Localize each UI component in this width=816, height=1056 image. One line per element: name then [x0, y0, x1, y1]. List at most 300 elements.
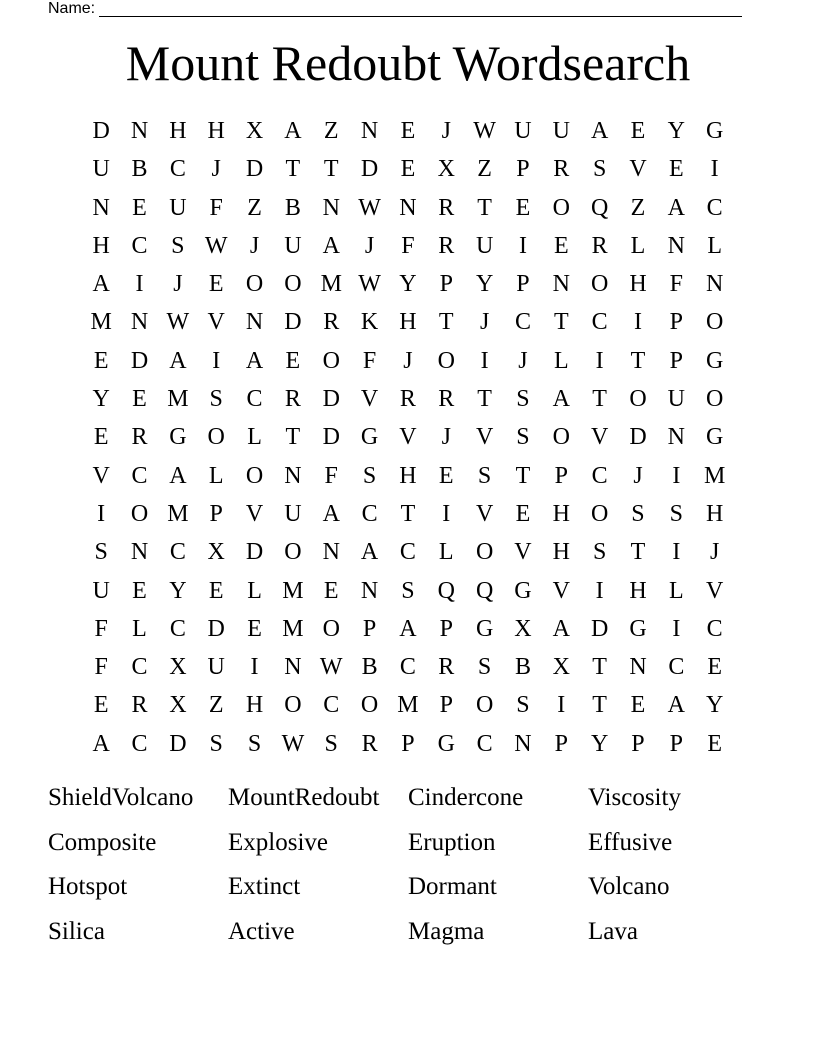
grid-letter: L [707, 232, 722, 259]
grid-letter: G [169, 424, 187, 451]
grid-letter: E [400, 156, 416, 183]
grid-letter: E [132, 194, 147, 221]
grid-letter: E [515, 500, 531, 527]
grid-letter: D [322, 386, 340, 413]
grid-letter: J [710, 539, 720, 566]
grid-letter: A [360, 539, 379, 566]
grid-letter: U [92, 156, 110, 183]
grid-letter: G [360, 424, 379, 451]
grid-letter: S [592, 156, 607, 183]
grid-letter: Y [706, 692, 724, 719]
grid-letter: O [475, 692, 494, 719]
grid-letter: O [629, 386, 647, 413]
grid-letter: N [284, 654, 302, 681]
grid-letter: F [362, 347, 377, 374]
grid-letter: F [94, 654, 108, 681]
grid-letter: V [245, 500, 264, 527]
grid-letter: A [552, 386, 570, 413]
grid-letter: V [207, 309, 225, 336]
grid-letter: F [324, 462, 338, 489]
grid-letter: A [92, 730, 110, 757]
word-bank-item: MountRedoubt [228, 784, 380, 811]
grid-letter: A [245, 347, 264, 374]
grid-letter: G [514, 577, 532, 604]
word-bank-item: ShieldVolcano [48, 784, 194, 811]
grid-letter: O [284, 539, 302, 566]
grid-letter: I [672, 462, 681, 489]
grid-letter: X [514, 615, 532, 642]
grid-letter: S [247, 730, 262, 757]
grid-letter: D [92, 118, 110, 144]
grid-letter: A [552, 615, 570, 642]
grid-letter: T [400, 500, 416, 527]
grid-letter: E [132, 386, 147, 413]
grid-letter: V [360, 386, 379, 413]
grid-letter: S [477, 654, 492, 681]
grid-letter: M [397, 692, 419, 719]
grid-letter: C [399, 539, 416, 566]
word-bank-item: Dormant [408, 873, 497, 900]
grid-letter: G [706, 118, 724, 144]
grid-letter: R [323, 309, 340, 336]
grid-letter: B [514, 654, 531, 681]
grid-letter: O [360, 692, 379, 719]
grid-letter: B [284, 194, 301, 221]
grid-letter: C [514, 309, 531, 336]
grid-letter: H [169, 118, 187, 144]
grid-row [82, 457, 734, 495]
grid-letter: O [284, 271, 302, 298]
grid-letter: J [364, 232, 375, 259]
grid-letter: S [516, 386, 530, 413]
grid-letter: E [707, 730, 722, 757]
grid-letter: H [552, 539, 570, 566]
grid-letter: N [399, 194, 417, 221]
grid-row [82, 189, 734, 227]
grid-letter: V [629, 156, 647, 183]
grid-letter: Y [475, 271, 494, 298]
grid-letter: X [169, 654, 187, 681]
grid-letter: Z [208, 692, 224, 719]
grid-letter: S [94, 539, 108, 566]
grid-letter: U [475, 232, 494, 259]
grid-letter: M [90, 309, 112, 336]
grid-letter: N [284, 462, 302, 489]
grid-letter: H [92, 232, 110, 259]
grid-letter: U [552, 118, 570, 144]
grid-letter: R [399, 386, 416, 413]
grid-letter: M [704, 462, 726, 489]
grid-letter: J [479, 309, 490, 336]
grid-letter: D [245, 156, 264, 183]
grid-letter: D [207, 615, 225, 642]
grid-letter: V [514, 539, 532, 566]
grid-letter: O [590, 271, 609, 298]
grid-letter: F [209, 194, 223, 221]
grid-letter: R [284, 386, 301, 413]
name-field [48, 0, 742, 17]
grid-letter: O [552, 194, 570, 221]
grid-letter: E [208, 577, 224, 604]
grid-letter: I [672, 539, 681, 566]
grid-letter: I [442, 500, 451, 527]
grid-letter: E [93, 424, 109, 451]
grid-letter: A [322, 232, 340, 259]
word-bank-item: Explosive [228, 828, 328, 856]
grid-letter: V [399, 424, 417, 451]
grid-letter: P [631, 730, 645, 757]
grid-row [82, 227, 734, 265]
grid-letter: P [516, 271, 530, 298]
grid-letter: N [514, 730, 532, 757]
grid-letter: J [441, 424, 451, 451]
grid-letter: U [284, 500, 302, 527]
grid-letter: D [590, 615, 609, 642]
word-bank-item: Active [228, 917, 295, 945]
grid-letter: A [284, 118, 302, 144]
grid-letter: Y [667, 118, 685, 144]
grid-letter: W [473, 118, 496, 144]
grid-letter: N [629, 654, 647, 681]
grid-letter: P [554, 730, 568, 757]
grid-letter: W [358, 271, 381, 298]
grid-letter: P [554, 462, 568, 489]
word-bank-item: Magma [408, 917, 485, 945]
grid-row [82, 495, 734, 533]
grid-letter: Q [475, 577, 494, 604]
word-bank-item: Effusive [588, 828, 673, 856]
grid-letter: L [208, 462, 224, 489]
word-bank-item: Composite [48, 828, 157, 856]
grid-letter: T [592, 386, 607, 413]
grid-letter: U [92, 577, 110, 604]
grid-letter: N [130, 539, 149, 566]
grid-letter: E [285, 347, 301, 374]
word-bank-item: Hotspot [48, 873, 128, 900]
grid-letter: S [516, 692, 530, 719]
grid-letter: H [207, 118, 225, 144]
grid-letter: T [285, 156, 301, 183]
grid-letter: S [209, 730, 223, 757]
grid-row [82, 686, 734, 724]
grid-letter: N [245, 309, 264, 336]
grid-letter: O [245, 462, 264, 489]
grid-letter: Y [590, 730, 609, 757]
grid-letter: Y [399, 271, 417, 298]
grid-letter: O [207, 424, 225, 451]
grid-letter: E [515, 194, 531, 221]
grid-letter: C [131, 462, 148, 489]
grid-letter: P [401, 730, 415, 757]
grid-letter: O [590, 500, 609, 527]
grid-letter: C [169, 615, 186, 642]
grid-letter: C [169, 156, 186, 183]
grid-row [82, 725, 734, 763]
grid-letter: O [552, 424, 570, 451]
grid-letter: T [592, 692, 607, 719]
grid-letter: R [591, 232, 608, 259]
grid-letter: A [169, 347, 187, 374]
word-bank-item: Cindercone [408, 784, 524, 811]
grid-letter: P [362, 615, 377, 642]
grid-letter: C [706, 194, 723, 221]
grid-row [82, 112, 734, 150]
grid-letter: M [167, 500, 189, 527]
grid-letter: P [439, 615, 453, 642]
grid-letter: U [667, 386, 685, 413]
grid-letter: C [361, 500, 378, 527]
grid-letter: G [706, 424, 724, 451]
grid-letter: W [281, 730, 305, 757]
grid-row [82, 610, 734, 648]
grid-letter: U [284, 232, 302, 259]
grid-letter: H [706, 500, 724, 527]
grid-letter: G [629, 615, 647, 642]
grid-letter: C [591, 309, 608, 336]
grid-letter: T [553, 309, 569, 336]
grid-letter: T [323, 156, 339, 183]
grid-letter: C [246, 386, 263, 413]
grid-letter: Y [169, 577, 187, 604]
grid-letter: N [322, 539, 340, 566]
grid-letter: I [480, 347, 489, 374]
grid-letter: C [706, 615, 723, 642]
grid-letter: N [667, 232, 685, 259]
grid-letter: A [92, 271, 110, 298]
grid-letter: J [173, 271, 183, 298]
grid-letter: O [437, 347, 455, 374]
grid-letter: V [92, 462, 110, 489]
grid-row [82, 648, 734, 686]
grid-letter: E [93, 692, 109, 719]
grid-letter: E [668, 156, 684, 183]
grid-letter: E [93, 347, 109, 374]
grid-letter: I [250, 654, 259, 681]
grid-letter: D [245, 539, 264, 566]
grid-letter: X [245, 118, 264, 144]
grid-letter: W [358, 194, 381, 221]
grid-letter: V [590, 424, 609, 451]
grid-letter: X [552, 654, 570, 681]
grid-letter: C [668, 654, 685, 681]
grid-letter: O [284, 692, 302, 719]
grid-letter: C [131, 730, 148, 757]
grid-letter: Q [437, 577, 455, 604]
grid-letter: V [552, 577, 570, 604]
grid-letter: E [132, 577, 147, 604]
grid-letter: N [360, 118, 379, 144]
grid-letter: L [553, 347, 569, 374]
grid-letter: C [591, 462, 608, 489]
grid-letter: O [706, 386, 724, 413]
grid-letter: W [166, 309, 190, 336]
grid-letter: W [204, 232, 228, 259]
word-bank-item: Lava [588, 917, 638, 945]
grid-letter: M [282, 615, 304, 642]
grid-letter: R [438, 232, 455, 259]
grid-letter: P [439, 271, 453, 298]
grid-letter: H [629, 577, 647, 604]
grid-letter: O [322, 347, 340, 374]
grid-letter: M [282, 577, 304, 604]
grid-letter: J [403, 347, 413, 374]
grid-letter: Q [590, 194, 609, 221]
grid-letter: S [324, 730, 338, 757]
grid-letter: J [211, 156, 221, 183]
grid-letter: I [672, 615, 681, 642]
grid-letter: I [595, 577, 604, 604]
grid-letter: L [247, 577, 262, 604]
grid-letter: L [668, 577, 684, 604]
grid-letter: S [171, 232, 185, 259]
grid-letter: C [323, 692, 340, 719]
grid-letter: E [323, 577, 339, 604]
grid-letter: C [476, 730, 493, 757]
grid-letter: S [631, 500, 645, 527]
grid-letter: V [706, 577, 724, 604]
grid-letter: E [208, 271, 224, 298]
grid-letter: O [706, 309, 724, 336]
grid-letter: T [630, 347, 646, 374]
grid-letter: S [592, 539, 607, 566]
grid-letter: E [707, 654, 722, 681]
grid-letter: V [475, 500, 494, 527]
grid-letter: S [362, 462, 377, 489]
grid-letter: Z [630, 194, 646, 221]
grid-letter: S [401, 577, 415, 604]
word-bank-item: Viscosity [588, 784, 681, 811]
grid-letter: D [169, 730, 187, 757]
grid-letter: C [131, 232, 148, 259]
grid-letter: E [247, 615, 262, 642]
grid-letter: E [438, 462, 454, 489]
grid-letter: K [360, 309, 379, 336]
grid-letter: G [706, 347, 724, 374]
grid-letter: E [630, 692, 646, 719]
grid-letter: N [667, 424, 685, 451]
grid-letter: M [320, 271, 342, 298]
grid-letter: T [477, 386, 492, 413]
grid-letter: S [209, 386, 223, 413]
word-bank [48, 776, 768, 954]
grid-letter: J [633, 462, 643, 489]
grid-letter: I [595, 347, 604, 374]
grid-letter: S [516, 424, 530, 451]
grid-letter: X [437, 156, 455, 183]
grid-letter: U [169, 194, 187, 221]
grid-letter: G [475, 615, 494, 642]
page-title: Mount Redoubt Wordsearch [125, 35, 691, 91]
grid-letter: D [360, 156, 379, 183]
grid-letter: J [441, 118, 451, 144]
grid-letter: O [130, 500, 149, 527]
grid-letter: E [553, 232, 569, 259]
grid-letter: H [552, 500, 570, 527]
grid-letter: X [169, 692, 187, 719]
grid-letter: N [360, 577, 379, 604]
word-bank-item: Silica [48, 917, 105, 945]
word-bank-item: Volcano [588, 873, 670, 900]
word-bank-item: Eruption [408, 828, 496, 856]
grid-letter: T [592, 654, 607, 681]
grid-letter: F [669, 271, 683, 298]
grid-letter: P [516, 156, 530, 183]
grid-letter: I [518, 232, 527, 259]
grid-letter: B [361, 654, 378, 681]
name-label: Name: [48, 0, 96, 17]
grid-row [82, 265, 734, 303]
grid-letter: C [399, 654, 416, 681]
grid-letter: L [630, 232, 646, 259]
grid-letter: O [322, 615, 340, 642]
grid-letter: E [400, 118, 416, 144]
grid-letter: N [92, 194, 110, 221]
grid-letter: T [630, 539, 646, 566]
grid-letter: P [669, 347, 683, 374]
grid-letter: S [669, 500, 683, 527]
grid-letter: M [167, 386, 189, 413]
grid-letter: L [132, 615, 147, 642]
grid-letter: Z [477, 156, 492, 183]
grid-letter: R [438, 386, 455, 413]
word-bank-item: Extinct [228, 873, 301, 900]
grid-letter: A [322, 500, 340, 527]
grid-letter: D [629, 424, 647, 451]
grid-letter: R [438, 194, 455, 221]
grid-letter: U [514, 118, 532, 144]
grid-row [82, 303, 734, 341]
grid-letter: U [207, 654, 225, 681]
grid-letter: R [553, 156, 570, 183]
grid-letter: L [438, 539, 454, 566]
grid-letter: L [247, 424, 262, 451]
grid-row [82, 150, 734, 188]
grid-letter: A [667, 692, 685, 719]
grid-letter: N [130, 309, 149, 336]
grid-row [82, 418, 734, 456]
grid-letter: I [97, 500, 106, 527]
name-underline [99, 2, 742, 17]
grid-letter: T [438, 309, 454, 336]
letter-grid [82, 112, 734, 763]
grid-letter: H [399, 462, 417, 489]
grid-letter: P [669, 730, 683, 757]
grid-letter: R [361, 730, 378, 757]
grid-letter: W [319, 654, 343, 681]
grid-letter: P [669, 309, 683, 336]
grid-letter: P [209, 500, 223, 527]
grid-letter: C [131, 654, 148, 681]
grid-letter: N [552, 271, 570, 298]
grid-letter: G [437, 730, 455, 757]
grid-letter: I [557, 692, 566, 719]
grid-letter: O [245, 271, 264, 298]
grid-letter: A [590, 118, 609, 144]
grid-letter: X [207, 539, 225, 566]
grid-row [82, 572, 734, 610]
grid-letter: Z [247, 194, 262, 221]
grid-letter: D [130, 347, 149, 374]
grid-letter: A [169, 462, 187, 489]
grid-letter: N [322, 194, 340, 221]
grid-letter: I [633, 309, 642, 336]
grid-letter: R [131, 424, 148, 451]
grid-letter: F [94, 615, 108, 642]
grid-letter: A [399, 615, 417, 642]
grid-letter: N [130, 118, 149, 144]
grid-letter: I [212, 347, 221, 374]
grid-letter: I [710, 156, 719, 183]
